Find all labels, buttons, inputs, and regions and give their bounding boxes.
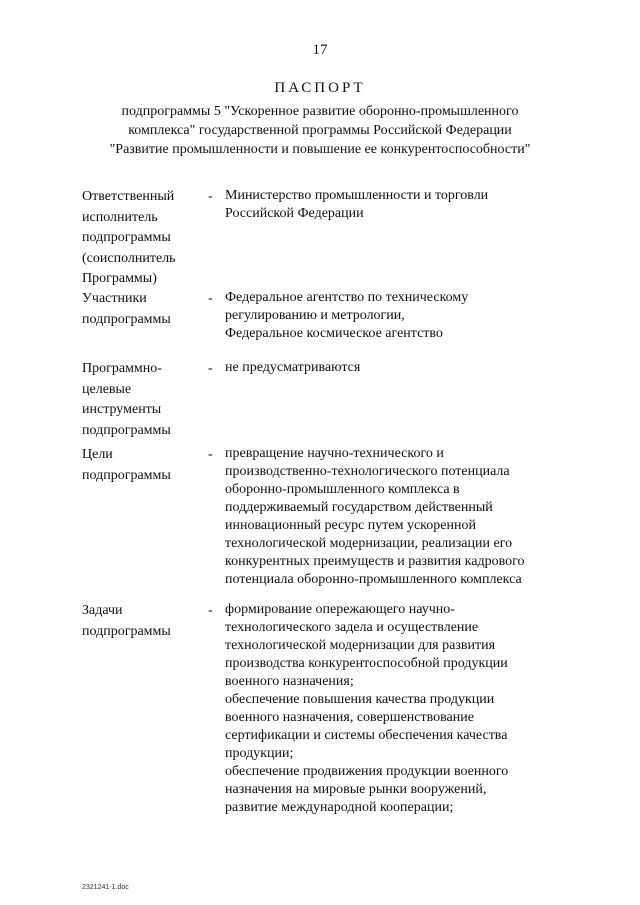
document-title: ПАСПОРТ — [274, 80, 366, 96]
value-line: назначения на мировые рынки вооружений, — [225, 782, 487, 797]
label-line: подпрограммы — [82, 623, 171, 639]
subtitle-line: подпрограммы 5 "Ускоренное развитие оборонно-промышленного — [121, 104, 519, 119]
value-line: регулированию и метрологии, — [225, 308, 405, 323]
row-dash: - — [208, 189, 213, 204]
label-line: Программы) — [82, 271, 157, 286]
value-line: Министерство промышленности и торговли — [225, 188, 489, 203]
value-line: военного назначения, совершенствование — [225, 710, 474, 725]
label-line: (соисполнитель — [82, 250, 176, 266]
value-line: производства конкурентоспособной продукции — [225, 656, 508, 671]
value-line: оборонно-промышленного комплекса в — [225, 482, 460, 497]
value-line: инновационный ресурс путем ускоренной — [225, 518, 476, 533]
subtitle-line: комплекса" государственной программы Российской Федерации — [128, 123, 512, 138]
label-line: инструменты — [82, 402, 162, 417]
row-label — [82, 601, 202, 642]
label-line: Программно- — [82, 361, 162, 376]
value-line: развитие международной кооперации; — [225, 800, 454, 815]
label-line: подпрограммы — [82, 422, 171, 438]
label-line: исполнитель — [82, 209, 158, 225]
row-value — [225, 289, 565, 343]
row-value — [225, 359, 565, 377]
value-line: обеспечение продвижения продукции военного — [225, 764, 509, 779]
label-line: подпрограммы — [82, 311, 171, 327]
value-line: военного назначения; — [225, 674, 354, 689]
label-line: Участники — [82, 291, 147, 306]
row-dash: - — [208, 603, 213, 618]
value-line: продукции; — [225, 746, 294, 761]
row-value — [225, 187, 565, 223]
row-value — [225, 601, 565, 817]
page-number: 17 — [312, 42, 328, 58]
file-name-footer: 2321241-1.doc — [82, 884, 129, 891]
row-label — [82, 359, 202, 441]
row-label — [82, 445, 202, 486]
value-line: превращение научно-технического и — [225, 446, 444, 461]
row-value — [225, 445, 565, 589]
value-line: формирование опережающего научно- — [225, 602, 455, 617]
row-dash: - — [208, 361, 213, 376]
label-line: Цели — [82, 447, 113, 462]
value-line: Федеральное космическое агентство — [225, 326, 443, 341]
label-line: Ответственный — [82, 189, 175, 204]
value-line: не предусматриваются — [225, 360, 361, 375]
value-line: технологической модернизации для развития — [225, 638, 496, 653]
value-line: потенциала оборонно-промышленного комплекса — [225, 572, 522, 587]
value-line: поддерживаемый государством действенный — [225, 500, 493, 515]
label-line: подпрограммы — [82, 230, 171, 245]
value-line: обеспечение повышения качества продукции — [225, 692, 495, 707]
label-line: целевые — [82, 381, 132, 397]
value-line: технологической модернизации, реализации его — [225, 536, 513, 551]
row-label — [82, 289, 202, 330]
value-line: Федеральное агентство по техническому — [225, 290, 469, 305]
row-label — [82, 187, 202, 290]
subtitle-line: "Развитие промышленности и повышение ее конкурентоспособности" — [109, 142, 531, 157]
value-line: производственно-технологического потенциала — [225, 464, 510, 479]
label-line: подпрограммы — [82, 467, 171, 483]
value-line: Российской Федерации — [225, 206, 364, 221]
label-line: Задачи — [82, 603, 123, 618]
document-subtitle — [60, 102, 580, 159]
value-line: конкурентных преимуществ и развития кадрового — [225, 554, 525, 569]
value-line: сертификации и системы обеспечения качества — [225, 728, 508, 743]
value-line: технологического задела и осуществление — [225, 620, 479, 635]
row-dash: - — [208, 447, 213, 462]
row-dash: - — [208, 291, 213, 306]
